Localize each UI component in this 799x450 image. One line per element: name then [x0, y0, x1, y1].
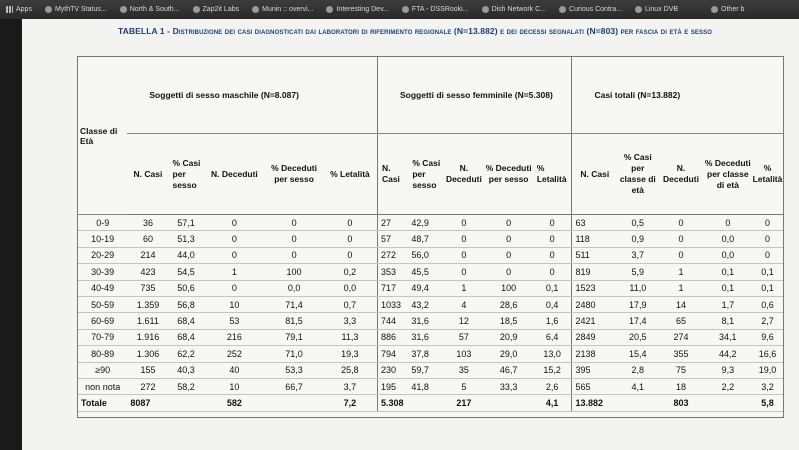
table-row — [78, 280, 783, 296]
table-cell: 717 — [377, 280, 408, 296]
table-cell: 0 — [204, 231, 266, 247]
column-header-t-pctdec: % Deceduti per classe di età — [704, 134, 752, 215]
bookmark-label: Dish Network C... — [491, 6, 547, 13]
table-cell: 50,6 — [169, 280, 204, 296]
bookmark-item[interactable] — [711, 6, 744, 13]
page-icon — [193, 6, 200, 13]
table-cell: 272 — [377, 247, 408, 263]
bookmark-label: MythTV Status... — [54, 6, 107, 13]
table-cell: 0 — [484, 247, 532, 263]
bookmark-label: Other b — [721, 6, 745, 13]
table-cell: 0,6 — [752, 296, 783, 312]
table-cell: 1.306 — [127, 346, 168, 362]
table-cell: 68,4 — [169, 329, 204, 345]
table-row — [78, 247, 783, 263]
table-cell: 4,1 — [617, 378, 658, 394]
caption-text: Distribuzione dei casi diagnosticati dai laboratori di riferimento regionale (N=13.882) e dei decessi segnalati (N=803) per fascia di età e sesso — [172, 26, 712, 36]
page-icon — [559, 6, 566, 13]
table-cell: 1 — [204, 264, 266, 280]
table-cell: 0 — [484, 264, 532, 280]
table-cell: 29,0 — [484, 346, 532, 362]
table-cell: 1 — [658, 264, 703, 280]
table-cell: 2,8 — [617, 362, 658, 378]
table-row — [78, 313, 783, 329]
table-cell: 2480 — [572, 296, 617, 312]
table-cell: 1 — [658, 280, 703, 296]
totals-cell — [408, 395, 443, 412]
table-cell: 2421 — [572, 313, 617, 329]
table-cell: 3,3 — [323, 313, 378, 329]
data-table — [78, 57, 783, 412]
table-cell: 0,0 — [265, 280, 323, 296]
age-class-cell: 80-89 — [78, 346, 127, 362]
table-cell: 79,1 — [265, 329, 323, 345]
table-cell: 0 — [443, 231, 484, 247]
apps-icon — [6, 6, 13, 13]
table-cell: 48,7 — [408, 231, 443, 247]
totals-cell — [484, 395, 532, 412]
table-cell: 0,0 — [704, 247, 752, 263]
table-cell: 37,8 — [408, 346, 443, 362]
bookmark-item[interactable] — [6, 6, 32, 13]
folder-icon — [711, 6, 718, 13]
table-cell: 57,1 — [169, 215, 204, 231]
table-cell: 81,5 — [265, 313, 323, 329]
bookmark-item[interactable] — [559, 6, 622, 13]
table-cell: 565 — [572, 378, 617, 394]
table-cell: 2,2 — [704, 378, 752, 394]
classe-header: Classe di Età — [78, 57, 127, 215]
table-cell: 0 — [484, 215, 532, 231]
age-class-cell: 30-39 — [78, 264, 127, 280]
table-cell: 1.916 — [127, 329, 168, 345]
table-cell: 0 — [752, 215, 783, 231]
table-cell: 0,1 — [752, 264, 783, 280]
table-cell: 1,7 — [704, 296, 752, 312]
table-cell: 1033 — [377, 296, 408, 312]
column-header-m-casi: N. Casi — [127, 134, 168, 215]
table-cell: 9,3 — [704, 362, 752, 378]
table-cell: 28,6 — [484, 296, 532, 312]
totals-cell — [265, 395, 323, 412]
table-cell: 31,6 — [408, 329, 443, 345]
totals-cell: 5.308 — [377, 395, 408, 412]
table-cell: 42,9 — [408, 215, 443, 231]
column-header-t-let: % Letalità — [752, 134, 783, 215]
table-cell: 3,2 — [752, 378, 783, 394]
table-cell: 0 — [533, 264, 572, 280]
table-cell: 5,9 — [617, 264, 658, 280]
table-cell: 25,8 — [323, 362, 378, 378]
table-cell: 195 — [377, 378, 408, 394]
table-cell: 0 — [533, 247, 572, 263]
table-cell: 58,2 — [169, 378, 204, 394]
table-cell: 18,5 — [484, 313, 532, 329]
bookmark-label: Zap2it Labs — [202, 6, 240, 13]
table-cell: 40,3 — [169, 362, 204, 378]
table-cell: 0 — [204, 247, 266, 263]
table-cell: 886 — [377, 329, 408, 345]
table-cell: 395 — [572, 362, 617, 378]
table-cell: 54,5 — [169, 264, 204, 280]
table-cell: 56,0 — [408, 247, 443, 263]
table-cell: 0,1 — [704, 280, 752, 296]
table-cell: 0 — [323, 247, 378, 263]
table-cell: 1523 — [572, 280, 617, 296]
table-cell: 2138 — [572, 346, 617, 362]
bookmark-label: North & South... — [129, 6, 180, 13]
table-cell: 0,0 — [323, 280, 378, 296]
table-cell: 0 — [265, 231, 323, 247]
table-cell: 0 — [323, 231, 378, 247]
table-cell: 100 — [484, 280, 532, 296]
table-cell: 0,1 — [704, 264, 752, 280]
table-cell: 511 — [572, 247, 617, 263]
table-row — [78, 346, 783, 362]
table-cell: 0 — [443, 215, 484, 231]
page-icon — [402, 6, 409, 13]
table-cell: 118 — [572, 231, 617, 247]
table-cell: 49,4 — [408, 280, 443, 296]
bookmark-label: Curious Contra... — [569, 6, 622, 13]
page-icon — [120, 6, 127, 13]
table-cell: 15,2 — [533, 362, 572, 378]
table-cell: 59,7 — [408, 362, 443, 378]
table-cell: 35 — [443, 362, 484, 378]
column-header-t-dec: N. Deceduti — [658, 134, 703, 215]
table-cell: 1.611 — [127, 313, 168, 329]
bookmark-item[interactable] — [635, 6, 678, 13]
table-cell: 66,7 — [265, 378, 323, 394]
totals-cell: 13.882 — [572, 395, 617, 412]
table-cell: 0 — [204, 215, 266, 231]
bookmarks-bar — [0, 0, 799, 19]
totals-row — [78, 395, 783, 412]
table-cell: 0 — [658, 247, 703, 263]
table-cell: 10 — [204, 378, 266, 394]
table-cell: 51,3 — [169, 231, 204, 247]
table-cell: 10 — [204, 296, 266, 312]
table-cell: 20,5 — [617, 329, 658, 345]
table-cell: 40 — [204, 362, 266, 378]
table-cell: 0,5 — [617, 215, 658, 231]
table-cell: 3,7 — [323, 378, 378, 394]
table-cell: 19,3 — [323, 346, 378, 362]
table-cell: 1,6 — [533, 313, 572, 329]
table-row — [78, 362, 783, 378]
table-cell: 13,0 — [533, 346, 572, 362]
table-cell: 0,7 — [323, 296, 378, 312]
table-cell: 5 — [443, 378, 484, 394]
table-cell: 744 — [377, 313, 408, 329]
column-header-f-pctdec: % Deceduti per sesso — [484, 134, 532, 215]
table-cell: 2,7 — [752, 313, 783, 329]
table-cell: 6,4 — [533, 329, 572, 345]
bookmark-item[interactable] — [252, 6, 313, 13]
page-icon — [45, 6, 52, 13]
column-header-m-let: % Letalità — [323, 134, 378, 215]
table-cell: 45,5 — [408, 264, 443, 280]
bookmark-item[interactable] — [326, 6, 388, 13]
table-cell: 36 — [127, 215, 168, 231]
table-cell: 0,4 — [533, 296, 572, 312]
table-row — [78, 329, 783, 345]
table-cell: 0 — [443, 264, 484, 280]
age-class-cell: 70-79 — [78, 329, 127, 345]
bookmark-item[interactable] — [402, 6, 469, 13]
table-cell: 0,0 — [704, 231, 752, 247]
page-icon — [326, 6, 333, 13]
page-icon — [482, 6, 489, 13]
totals-cell: 4,1 — [533, 395, 572, 412]
table-cell: 274 — [658, 329, 703, 345]
age-class-cell: 40-49 — [78, 280, 127, 296]
data-table-frame — [77, 56, 784, 418]
age-class-cell: non nota — [78, 378, 127, 394]
table-cell: 0 — [484, 231, 532, 247]
table-cell: 68,4 — [169, 313, 204, 329]
table-cell: 155 — [127, 362, 168, 378]
table-cell: 735 — [127, 280, 168, 296]
totals-cell — [704, 395, 752, 412]
table-cell: 71,0 — [265, 346, 323, 362]
table-row — [78, 264, 783, 280]
table-cell: 31,6 — [408, 313, 443, 329]
table-cell: 0 — [323, 215, 378, 231]
column-header-t-casi: N. Casi — [572, 134, 617, 215]
bookmark-label: Munin :: overvi... — [262, 6, 314, 13]
table-cell: 794 — [377, 346, 408, 362]
table-cell: 63 — [572, 215, 617, 231]
table-cell: 57 — [377, 231, 408, 247]
male-group-header: Soggetti di sesso maschile (N=8.087) — [127, 57, 377, 134]
totals-label: Totale — [78, 395, 127, 412]
totals-cell: 7,2 — [323, 395, 378, 412]
table-cell: 43,2 — [408, 296, 443, 312]
table-cell: 0 — [658, 231, 703, 247]
totals-cell: 8087 — [127, 395, 168, 412]
totals-cell: 582 — [204, 395, 266, 412]
table-cell: 100 — [265, 264, 323, 280]
table-cell: 34,1 — [704, 329, 752, 345]
table-row — [78, 296, 783, 312]
table-cell: 0,1 — [752, 280, 783, 296]
table-cell: 17,9 — [617, 296, 658, 312]
bookmark-item[interactable] — [120, 6, 180, 13]
table-cell: 65 — [658, 313, 703, 329]
table-cell: 230 — [377, 362, 408, 378]
table-cell: 0 — [204, 280, 266, 296]
table-cell: 0 — [704, 215, 752, 231]
column-header-f-casi: N. Casi — [377, 134, 408, 215]
bookmark-item[interactable] — [45, 6, 107, 13]
table-cell: 0 — [265, 215, 323, 231]
table-cell: 11,0 — [617, 280, 658, 296]
column-header-f-dec: N. Deceduti — [443, 134, 484, 215]
table-cell: 46,7 — [484, 362, 532, 378]
totals-cell — [617, 395, 658, 412]
table-cell: 62,2 — [169, 346, 204, 362]
bookmark-label: FTA - DSSRooki... — [411, 6, 469, 13]
age-class-cell: 0-9 — [78, 215, 127, 231]
age-class-cell: 50-59 — [78, 296, 127, 312]
column-header-f-pct: % Casi per sesso — [408, 134, 443, 215]
table-cell: 252 — [204, 346, 266, 362]
table-cell: 12 — [443, 313, 484, 329]
table-cell: 57 — [443, 329, 484, 345]
table-cell: 56,8 — [169, 296, 204, 312]
table-cell: 1.359 — [127, 296, 168, 312]
table-cell: 0 — [752, 247, 783, 263]
table-cell: 18 — [658, 378, 703, 394]
totals-cell — [169, 395, 204, 412]
table-cell: 41,8 — [408, 378, 443, 394]
table-row — [78, 231, 783, 247]
table-cell: 14 — [658, 296, 703, 312]
table-cell: 15,4 — [617, 346, 658, 362]
table-cell: 2849 — [572, 329, 617, 345]
table-cell: 0 — [443, 247, 484, 263]
table-cell: 71,4 — [265, 296, 323, 312]
age-class-cell: 10-19 — [78, 231, 127, 247]
table-cell: 0,9 — [617, 231, 658, 247]
table-cell: 33,3 — [484, 378, 532, 394]
totals-cell: 217 — [443, 395, 484, 412]
table-cell: 8,1 — [704, 313, 752, 329]
table-cell: 11,3 — [323, 329, 378, 345]
table-cell: 20,9 — [484, 329, 532, 345]
table-row — [78, 215, 783, 231]
column-header-f-let: % Letalità — [533, 134, 572, 215]
female-group-header: Soggetti di sesso femminile (N=5.308) — [377, 57, 571, 134]
table-cell: 272 — [127, 378, 168, 394]
table-cell: 216 — [204, 329, 266, 345]
column-header-m-dec: N. Deceduti — [204, 134, 266, 215]
table-cell: 9,6 — [752, 329, 783, 345]
caption-label: TABELLA 1 - — [118, 26, 173, 36]
table-cell: 27 — [377, 215, 408, 231]
column-header-m-pctdec: % Deceduti per sesso — [265, 134, 323, 215]
page-icon — [635, 6, 642, 13]
table-cell: 16,6 — [752, 346, 783, 362]
table-cell: 0,1 — [533, 280, 572, 296]
table-row — [78, 378, 783, 394]
table-cell: 44,2 — [704, 346, 752, 362]
bookmark-item[interactable] — [482, 6, 546, 13]
page-icon — [252, 6, 259, 13]
bookmark-label: Apps — [16, 6, 32, 13]
table-cell: 60 — [127, 231, 168, 247]
table-cell: 0 — [752, 231, 783, 247]
totals-cell: 803 — [658, 395, 703, 412]
table-cell: 53,3 — [265, 362, 323, 378]
table-cell: 3,7 — [617, 247, 658, 263]
table-cell: 0 — [533, 215, 572, 231]
table-cell: 819 — [572, 264, 617, 280]
totals-cell: 5,8 — [752, 395, 783, 412]
age-class-cell: 60-69 — [78, 313, 127, 329]
table-cell: 0 — [265, 247, 323, 263]
table-cell: 75 — [658, 362, 703, 378]
document-page — [22, 19, 799, 450]
table-cell: 0 — [658, 215, 703, 231]
bookmark-label: Linux DVB — [644, 6, 679, 13]
table-cell: 0,2 — [323, 264, 378, 280]
table-cell: 1 — [443, 280, 484, 296]
table-cell: 44,0 — [169, 247, 204, 263]
table-cell: 355 — [658, 346, 703, 362]
table-cell: 423 — [127, 264, 168, 280]
bookmark-label: Interesting Dev... — [336, 6, 389, 13]
column-header-m-pct: % Casi per sesso — [169, 134, 204, 215]
total-group-header: Casi totali (N=13.882) — [572, 57, 783, 134]
age-class-cell: 20-29 — [78, 247, 127, 263]
table-cell: 2,6 — [533, 378, 572, 394]
table-cell: 0 — [533, 231, 572, 247]
table-cell: 214 — [127, 247, 168, 263]
table-cell: 4 — [443, 296, 484, 312]
age-class-cell: ≥90 — [78, 362, 127, 378]
table-cell: 19,0 — [752, 362, 783, 378]
bookmark-item[interactable] — [193, 6, 240, 13]
table-caption — [70, 25, 760, 37]
table-cell: 17,4 — [617, 313, 658, 329]
table-cell: 103 — [443, 346, 484, 362]
column-header-t-pct: % Casi per classe di età — [617, 134, 658, 215]
table-cell: 53 — [204, 313, 266, 329]
table-cell: 353 — [377, 264, 408, 280]
